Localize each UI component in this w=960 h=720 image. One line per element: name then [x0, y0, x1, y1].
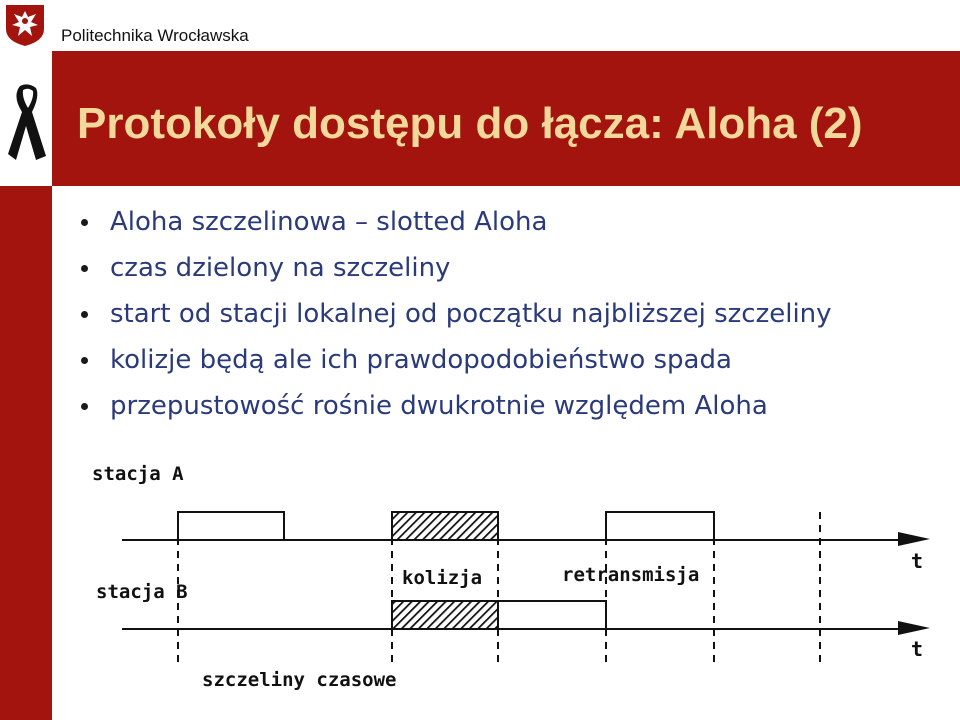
slotted-aloha-diagram [80, 440, 950, 710]
title-bar [52, 51, 960, 186]
frame-a-1 [178, 512, 284, 540]
bullet-item [78, 388, 832, 434]
bullet-dot [81, 265, 88, 272]
bullet-item [78, 204, 832, 250]
frame-b-2 [498, 601, 606, 629]
station-a-label: stacja A [92, 463, 184, 485]
bullet-text: kolizje będą ale ich prawdopodobieństwo spada [110, 345, 732, 375]
collision-label: kolizja [402, 567, 483, 589]
station-b-label: stacja B [96, 581, 188, 603]
retransmission-label: retransmisja [562, 564, 700, 586]
top-bar [0, 0, 960, 51]
bullet-text: Aloha szczelinowa – slotted Aloha [110, 207, 548, 237]
bullet-text: start od stacji lokalnej od początku najbliższej szczeliny [110, 299, 832, 329]
station-a-timeline [122, 512, 930, 546]
university-name: Politechnika Wrocławska [61, 26, 249, 45]
frame-b-collision [392, 601, 498, 629]
mourning-ribbon-icon [6, 82, 50, 162]
bullet-item [78, 296, 832, 342]
bullet-item [78, 250, 832, 296]
frame-a-retransmission [606, 512, 714, 540]
bullet-text: czas dzielony na szczeliny [110, 253, 451, 283]
bullet-item [78, 342, 832, 388]
bullet-dot [81, 219, 88, 226]
bullet-dot [81, 403, 88, 410]
time-axis-b-label: t [911, 637, 924, 661]
slide-title: Protokoły dostępu do łącza: Aloha (2) [77, 99, 863, 148]
station-b-timeline [122, 601, 930, 635]
time-axis-a-label: t [911, 549, 924, 573]
bullet-dot [81, 357, 88, 364]
bullet-dot [81, 311, 88, 318]
time-axis-b-arrow [898, 621, 930, 635]
university-eagle-icon [4, 3, 46, 47]
slots-label: szczeliny czasowe [202, 669, 397, 691]
time-axis-a-arrow [898, 532, 930, 546]
frame-a-collision [392, 512, 498, 540]
bullet-list [78, 204, 832, 434]
bullet-text: przepustowość rośnie dwukrotnie względem Aloha [110, 391, 768, 421]
